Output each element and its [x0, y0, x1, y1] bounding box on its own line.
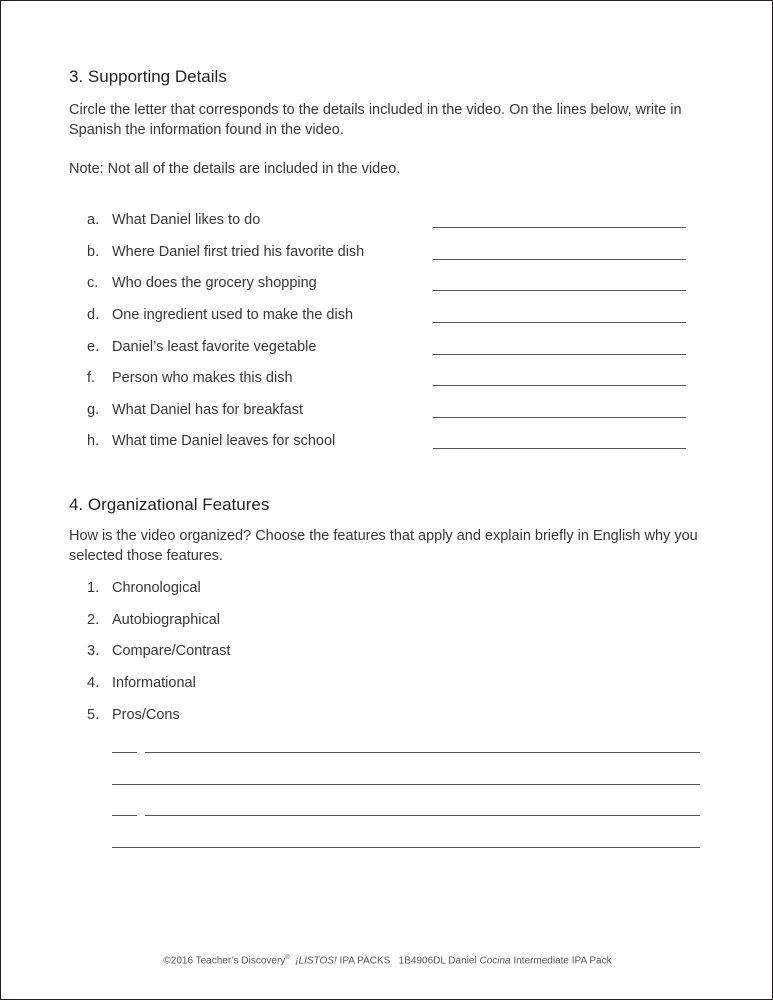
footer-copyright: ©2016 Teacher’s Discovery	[163, 955, 286, 967]
answer-line[interactable]	[433, 448, 686, 449]
explanation-line[interactable]	[112, 847, 700, 848]
section-3-note: Note: Not all of the details are included in the video.	[69, 161, 401, 177]
item-marker: f.	[87, 370, 96, 386]
choice-number-line[interactable]	[112, 815, 137, 816]
list-item	[87, 705, 180, 725]
item-text: Compare/Contrast	[112, 643, 231, 659]
answer-line[interactable]	[433, 417, 686, 418]
list-item	[87, 273, 317, 293]
list-item	[87, 673, 196, 693]
item-text: What Daniel has for breakfast	[112, 402, 304, 418]
explanation-line[interactable]	[112, 784, 700, 785]
footer-title-rest: Intermediate IPA Pack	[513, 955, 612, 967]
item-text: Informational	[112, 675, 196, 691]
item-marker: 1.	[87, 580, 100, 596]
answer-line[interactable]	[433, 227, 686, 228]
item-text: What time Daniel leaves for school	[112, 433, 336, 449]
section-4-instructions: How is the video organized? Choose the features that apply and explain briefly in English why you selected those features.	[69, 528, 698, 564]
footer	[1, 955, 773, 966]
list-item	[87, 210, 260, 230]
list-item	[87, 610, 220, 630]
item-text: Who does the grocery shopping	[112, 275, 317, 291]
footer-product-code: 1B4906DL Daniel	[398, 955, 477, 967]
item-marker: b.	[87, 244, 100, 260]
answer-line[interactable]	[433, 322, 686, 323]
list-item	[87, 641, 230, 661]
list-item	[87, 305, 353, 325]
list-item	[87, 368, 293, 388]
item-marker: d.	[87, 307, 100, 323]
answer-line[interactable]	[433, 354, 686, 355]
item-marker: 3.	[87, 643, 100, 659]
footer-title-italic: Cocina	[479, 955, 511, 967]
item-text: Pros/Cons	[112, 707, 180, 723]
list-item	[87, 242, 364, 262]
explanation-line[interactable]	[145, 815, 700, 816]
answer-line[interactable]	[433, 259, 686, 260]
item-text: What Daniel likes to do	[112, 212, 261, 228]
section-4-heading: 4. Organizational Features	[69, 495, 270, 514]
section-3-heading: 3. Supporting Details	[69, 67, 227, 86]
explanation-line[interactable]	[145, 752, 700, 753]
item-marker: a.	[87, 212, 100, 228]
footer-series: IPA PACKS	[339, 955, 391, 967]
item-text: Chronological	[112, 580, 201, 596]
item-marker: h.	[87, 433, 100, 449]
list-item	[87, 337, 316, 357]
answer-line[interactable]	[433, 385, 686, 386]
item-text: One ingredient used to make the dish	[112, 307, 354, 323]
item-marker: e.	[87, 339, 100, 355]
item-marker: 5.	[87, 707, 100, 723]
answer-line[interactable]	[433, 290, 686, 291]
list-item	[87, 400, 303, 420]
item-marker: c.	[87, 275, 99, 291]
item-text: Autobiographical	[112, 612, 221, 628]
list-item	[87, 578, 201, 598]
item-text: Person who makes this dish	[112, 370, 293, 386]
item-marker: g.	[87, 402, 100, 418]
item-marker: 4.	[87, 675, 100, 691]
footer-registered: ®	[285, 955, 290, 961]
choice-number-line[interactable]	[112, 752, 137, 753]
item-marker: 2.	[87, 612, 100, 628]
list-item	[87, 431, 335, 451]
section-3-instructions: Circle the letter that corresponds to the details included in the video. On the lines below, write in Spanish the information found in the video.	[69, 102, 682, 138]
item-text: Daniel’s least favorite vegetable	[112, 339, 317, 355]
item-text: Where Daniel first tried his favorite dish	[112, 244, 365, 260]
footer-brand: ¡LISTOS!	[295, 955, 337, 967]
